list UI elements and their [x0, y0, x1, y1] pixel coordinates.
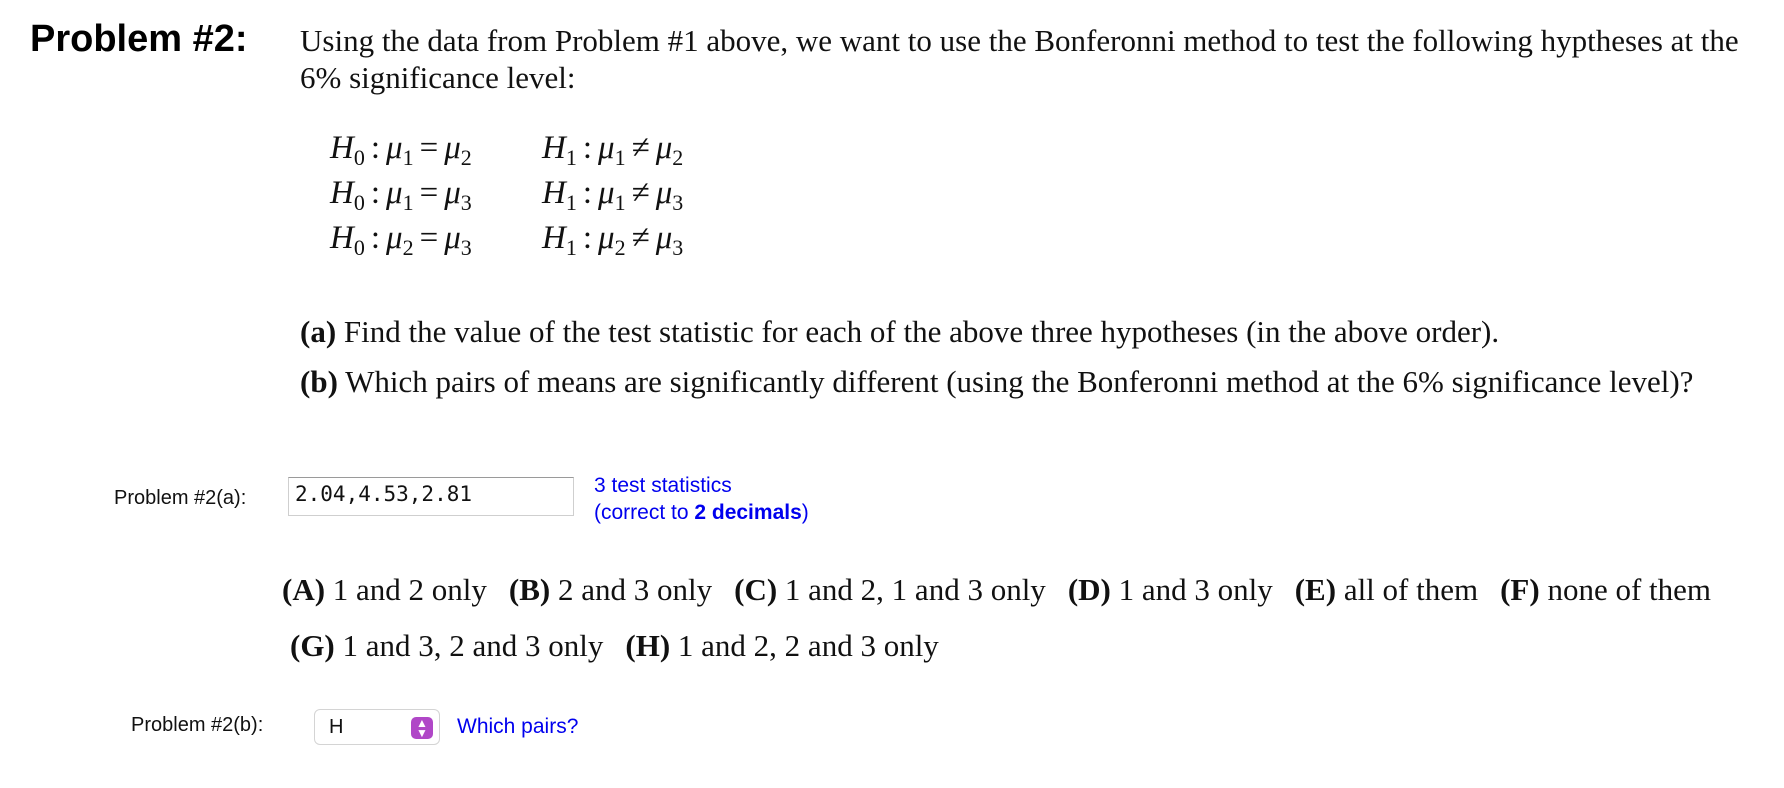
- answer-a-input[interactable]: 2.04,4.53,2.81: [288, 477, 574, 516]
- select-updown-icon: ▲ ▼: [411, 717, 433, 739]
- h1-line-3: $H_1$ : $\mu_2 \ne \mu_3$: [542, 220, 684, 260]
- options-row-2: [290, 628, 961, 664]
- problem-title: Problem #2:: [30, 18, 248, 60]
- option-e: (E) all of them: [1294, 572, 1479, 607]
- option-f: (F) none of them: [1500, 572, 1712, 607]
- answer-a-hint: [594, 472, 809, 526]
- options-row-1: [282, 572, 1711, 608]
- hint-line-1: 3 test statistics: [594, 474, 732, 497]
- answer-b-selected-value: H: [329, 715, 344, 738]
- hint-line-2: (correct to 2 decimals): [594, 501, 809, 524]
- option-b: (B) 2 and 3 only: [508, 572, 713, 607]
- h1-line-2: $H_1$ : $\mu_1 \ne \mu_3$: [542, 175, 684, 215]
- h0-line-3: $H_0$ : $\mu_2 = \mu_3$: [330, 220, 472, 260]
- answer-b-select[interactable]: [314, 709, 440, 745]
- question-a: (a) Find the value of the test statistic for each of the above three hypotheses (in the above order).: [300, 314, 1500, 349]
- h1-line-1: $H_1$ : $\mu_1 \ne \mu_2$: [542, 130, 684, 170]
- h0-line-2: $H_0$ : $\mu_1 = \mu_3$: [330, 175, 472, 215]
- option-g: (G) 1 and 3, 2 and 3 only: [290, 628, 604, 663]
- option-d: (D) 1 and 3 only: [1067, 572, 1273, 607]
- problem-intro: Using the data from Problem #1 above, we want to use the Bonferonni method to test the following hyptheses at the 6% significance level:: [300, 23, 1739, 95]
- question-b: (b) Which pairs of means are significantly different (using the Bonferonni method at the 6% significance level)?: [300, 364, 1694, 399]
- answer-b-hint: Which pairs?: [457, 715, 579, 738]
- h0-line-1: $H_0$ : $\mu_1 = \mu_2$: [330, 130, 472, 170]
- option-c: (C) 1 and 2, 1 and 3 only: [734, 572, 1046, 607]
- answer-a-label: Problem #2(a):: [114, 487, 247, 509]
- answer-b-label: Problem #2(b):: [131, 714, 264, 736]
- option-h: (H) 1 and 2, 2 and 3 only: [625, 628, 939, 663]
- option-a: (A) 1 and 2 only: [282, 572, 487, 607]
